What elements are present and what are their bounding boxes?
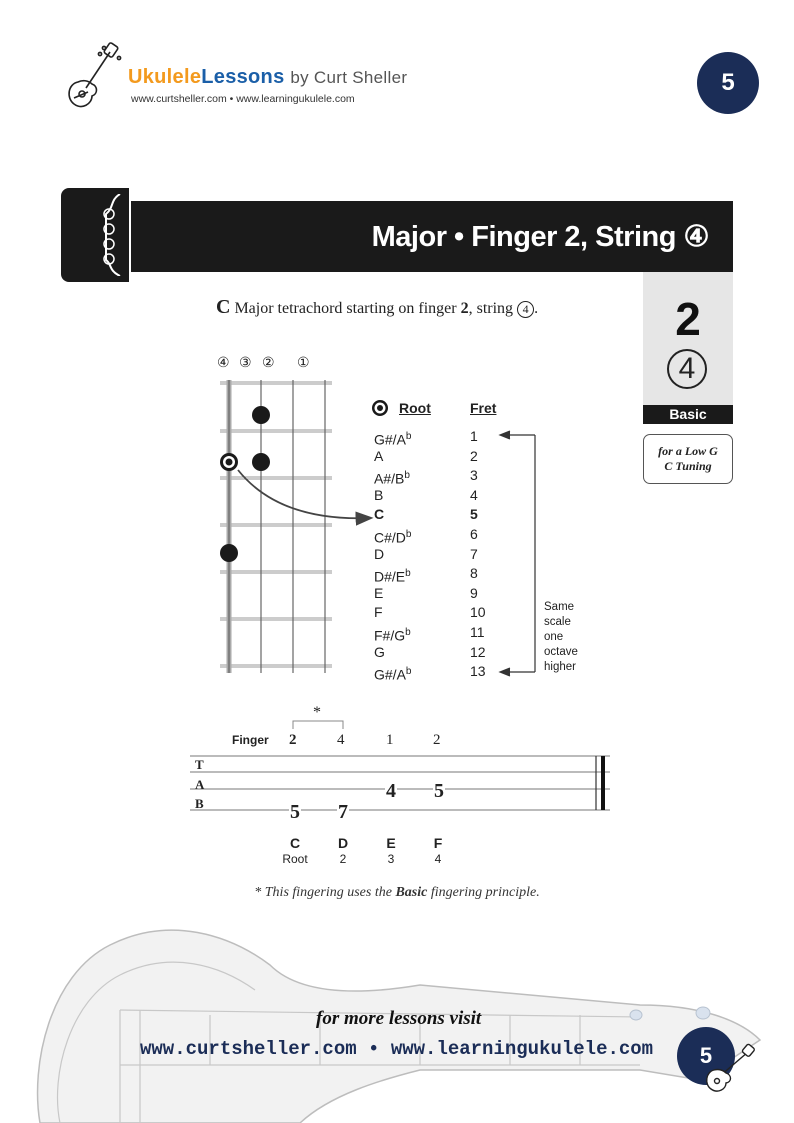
note-row: C: [374, 506, 385, 523]
note-row: $A\#/B^b$: [374, 470, 410, 487]
logo-urls: www.curtsheller.com • www.learningukulele.com: [131, 93, 355, 105]
intro-text-a: Major tetrachord starting on finger: [234, 300, 457, 317]
string-label-4: ④: [217, 354, 230, 370]
note-row: $D\#/E^b$: [374, 568, 411, 585]
tab-letter-b: B: [195, 796, 204, 811]
octave-note: Same scale one octave higher: [544, 601, 578, 673]
finger-dot: [220, 544, 238, 562]
scale-degree: 2: [339, 852, 347, 866]
tab-number: 5: [290, 801, 300, 823]
tuning-note: [643, 434, 733, 484]
root-header: Root: [399, 400, 431, 416]
ukulele-logo-icon: [64, 42, 126, 112]
fret-header: Fret: [470, 400, 497, 416]
note-row: $C\#/D^b$: [374, 528, 412, 546]
logo-lessons: Lessons: [201, 66, 285, 88]
finger-dot: [252, 406, 270, 424]
tab-number: 5: [434, 780, 444, 802]
note-row: A: [374, 447, 384, 464]
tab-letter-a: A: [195, 777, 205, 792]
fret-row: 12: [470, 643, 486, 660]
tuning-line-2: C Tuning: [664, 459, 712, 473]
intro-text-b: , string: [468, 300, 514, 317]
note-row: $G\#/A^b$: [374, 431, 412, 448]
binder-rings-icon: [92, 194, 126, 276]
tab-number: 4: [386, 780, 396, 802]
fret-row: 9: [470, 584, 478, 601]
fret-row: 3: [470, 467, 478, 484]
fret-row: 4: [470, 486, 478, 503]
note-row: $G\#/A^b$: [374, 666, 412, 683]
fret-row: 5: [470, 506, 478, 523]
note-row: G: [374, 643, 385, 660]
page-title: Major • Finger 2, String ④: [131, 201, 733, 272]
finger-number: 1: [386, 732, 394, 748]
note-row: E: [374, 584, 384, 601]
fret-row: 1: [470, 428, 478, 444]
fret-row: 6: [470, 525, 478, 542]
note-row: F: [374, 604, 383, 621]
scale-degree: Root: [282, 852, 308, 866]
scale-note: D: [337, 835, 349, 851]
note-row: B: [374, 486, 384, 503]
intro-end: .: [534, 300, 539, 317]
logo-byline: by Curt Sheller: [290, 68, 408, 87]
string-label-1: ①: [297, 354, 310, 370]
side-string-number: 4: [667, 349, 707, 389]
string-label-2: ②: [262, 354, 275, 370]
intro-sentence: [216, 296, 538, 319]
footer-visit-text: for more lessons visit: [316, 1008, 482, 1029]
logo-ukulele: Ukulele: [128, 66, 202, 88]
fret-row: 10: [470, 604, 486, 621]
footer-page-number: 5: [677, 1027, 735, 1085]
level-badge: Basic: [643, 405, 733, 424]
string-label-3: ③: [239, 354, 252, 370]
scale-note: E: [386, 835, 396, 851]
page-number-badge: 5: [697, 52, 759, 114]
note-row: $F\#/G^b$: [374, 626, 411, 644]
tuning-line-1: for a Low G: [658, 444, 718, 458]
intro-string: 4: [517, 301, 534, 318]
logo-wordmark: [128, 66, 407, 89]
intro-finger: 2: [460, 300, 469, 317]
fret-list: [470, 427, 486, 682]
fret-row: 11: [470, 623, 485, 640]
scale-degree: 4: [434, 852, 442, 866]
footer-ukulele-icon: [704, 1042, 758, 1094]
footnote: * This fingering uses the Basic fingering principle.: [254, 885, 540, 900]
fret-row: 2: [470, 447, 478, 464]
finger-number: 2: [433, 732, 441, 748]
note-row: D: [374, 545, 385, 562]
scale-note: F: [433, 835, 443, 851]
side-finger-number: 2: [675, 293, 701, 345]
fret-row: 13: [470, 663, 486, 680]
fret-row: 7: [470, 545, 478, 562]
octave-bracket: [500, 431, 535, 676]
scale-note: C: [289, 835, 301, 851]
finger-dot: [252, 453, 270, 471]
tab-letter-t: T: [195, 757, 204, 772]
finger-number: 4: [337, 732, 345, 748]
note-list: [374, 427, 411, 682]
tab-number: 7: [338, 801, 348, 823]
fret-row: 8: [470, 565, 478, 582]
finger-number: 2: [289, 732, 297, 748]
footer-urls[interactable]: www.curtsheller.com • www.learningukulele.com: [140, 1038, 654, 1060]
tab-staff: [190, 750, 610, 816]
asterisk: *: [313, 704, 321, 721]
scale-degree: 3: [387, 852, 395, 866]
finger-label: Finger: [232, 733, 269, 747]
intro-key: C: [216, 296, 231, 318]
